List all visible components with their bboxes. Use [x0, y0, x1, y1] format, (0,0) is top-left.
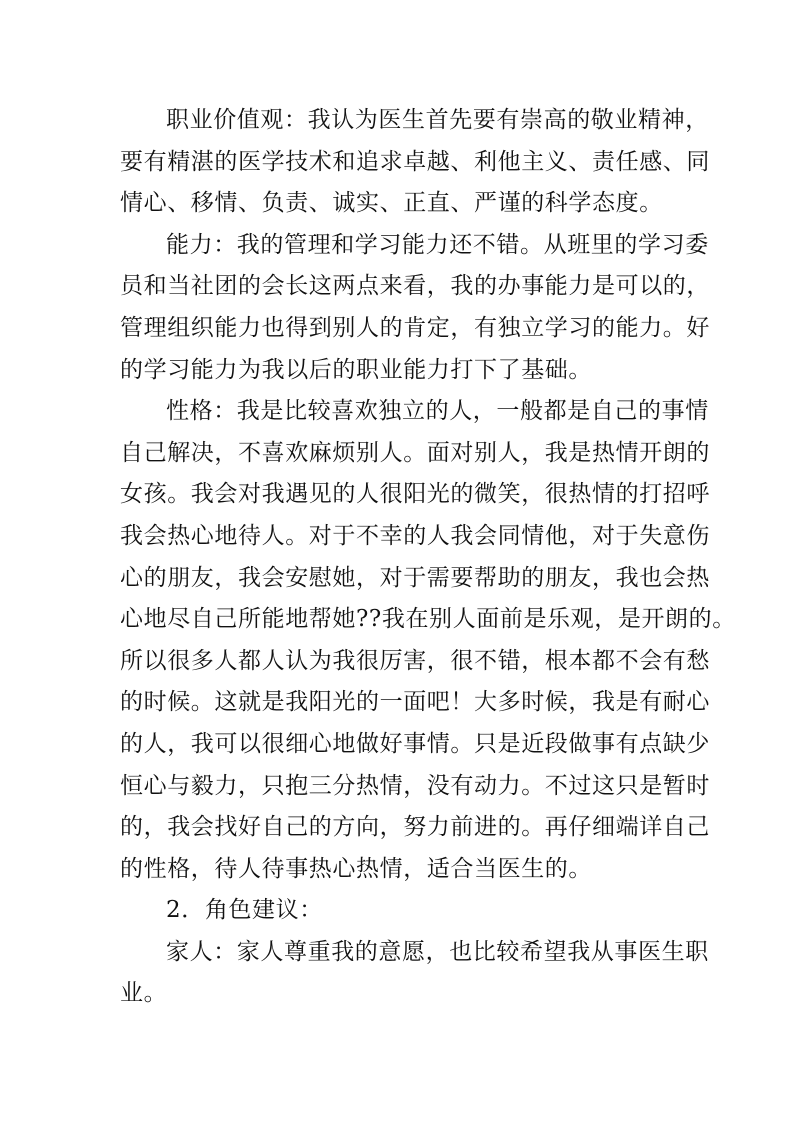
paragraph-line: 的，我会找好自己的方向，努力前进的。再仔细端详自己	[120, 814, 710, 841]
paragraph-line: 业。	[120, 980, 168, 1007]
paragraph-line: 家人：家人尊重我的意愿，也比较希望我从事医生职	[166, 938, 709, 965]
paragraph-line: 情心、移情、负责、诚实、正直、严谨的科学态度。	[120, 190, 663, 217]
paragraph-line: 员和当社团的会长这两点来看，我的办事能力是可以的，	[120, 273, 710, 300]
paragraph-line: 恒心与毅力，只抱三分热情，没有动力。不过这只是暂时	[120, 772, 710, 799]
paragraph-line: 职业价值观：我认为医生首先要有崇高的敬业精神，	[166, 107, 709, 133]
paragraph-line: 所以很多人都人认为我很厉害，很不错，根本都不会有愁	[120, 647, 710, 674]
paragraph-line: 心地尽自己所能地帮她??我在别人面前是乐观，是开朗的。	[120, 606, 736, 633]
paragraph-line: 的学习能力为我以后的职业能力打下了基础。	[120, 356, 592, 383]
paragraph-line: 要有精湛的医学技术和追求卓越、利他主义、责任感、同	[120, 148, 710, 175]
paragraph-line: 性格：我是比较喜欢独立的人，一般都是自己的事情	[166, 398, 709, 425]
section-heading: 2．角色建议：	[166, 897, 323, 924]
paragraph-line: 的时候。这就是我阳光的一面吧！大多时候，我是有耐心	[120, 689, 710, 716]
paragraph-line: 管理组织能力也得到别人的肯定，有独立学习的能力。好	[120, 314, 710, 341]
paragraph-line: 心的朋友，我会安慰她，对于需要帮助的朋友，我也会热	[120, 564, 710, 591]
paragraph-line: 的性格，待人待事热心热情，适合当医生的。	[120, 855, 592, 882]
paragraph-line: 能力：我的管理和学习能力还不错。从班里的学习委	[166, 231, 709, 258]
paragraph-line: 我会热心地待人。对于不幸的人我会同情他，对于失意伤	[120, 522, 710, 549]
paragraph-line: 自己解决，不喜欢麻烦别人。面对别人，我是热情开朗的	[120, 439, 710, 466]
paragraph-line: 的人，我可以很细心地做好事情。只是近段做事有点缺少	[120, 730, 710, 757]
document-body	[120, 100, 736, 1015]
paragraph-line: 女孩。我会对我遇见的人很阳光的微笑，很热情的打招呼	[120, 481, 710, 508]
